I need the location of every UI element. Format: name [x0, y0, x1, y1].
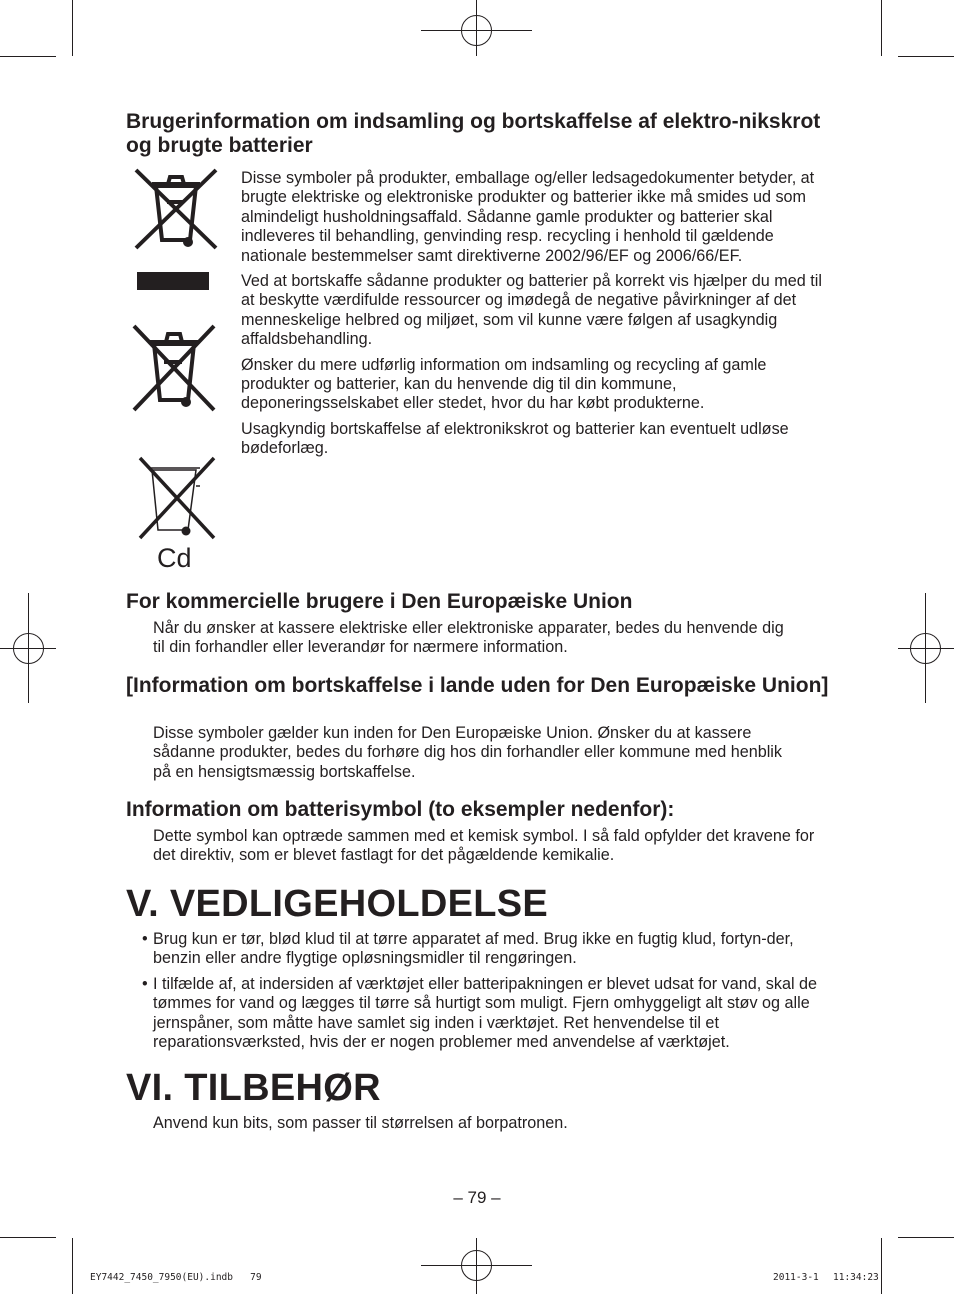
business-text: Når du ønsker at kassere elektriske eller elektroniske apparater, bedes du henvende dig til din forhandler eller leverandør for nærmere information. [153, 619, 784, 657]
list-item [142, 975, 842, 1053]
list-item [142, 930, 842, 969]
crossed-bin-icon [130, 320, 218, 416]
weee-paragraphs [241, 169, 826, 465]
crossed-bin-with-bar-icon [132, 164, 220, 294]
weee-paragraph-3: Ønsker du mere udførlig information om indsamling og recycling af gamle produkter og batterier, kan du henvende dig til din kommune, deponeringsselskabet eller stedet, hvor du har købt produkterne. [241, 355, 767, 413]
weee-paragraph-1: Disse symboler på produkter, emballage og/eller ledsagedokumenter betyder, at brugte elektriske og elektroniske produkter og batterier ikke må smides ud som almindeligt husholdningsaffald. Sådanne gamle produkter og batterier skal indleveres til behandling, genvinding resp. recycling i henhold til gældende nationale bestemmelser samt direktiverne 2002/96/EF og 2006/66/EF. [241, 169, 815, 265]
non-eu-text: Disse symboler gælder kun inden for Den Europæiske Union. Ønsker du at kassere sådanne produkter, bedes du forhøre dig hos din forhandler eller kommune med henblik på en hensigtsmæssig bortskaffelse. [153, 724, 782, 781]
battery-text: Dette symbol kan optræde sammen med et kemisk symbol. I så fald opfylder det kravene for det direktiv, som er blevet fastlagt for det pågældende kemikalie. [153, 827, 815, 865]
maintenance-bullet-1: Brug kun er tør, blød klud til at tørre apparatet af med. Brug ikke en fugtig klud, fortyn-der, benzin eller andre flygtige opløsningsmidler til rengøringen. [153, 930, 794, 968]
weee-paragraph-2: Ved at bortskaffe sådanne produkter og batterier på korrekt vis hjælper du med til at beskytte værdifulde ressourcer og imødegå de negative påvirkninger af det menneskelige helbred og miljøet, som vil kunne være følgen af usagkyndig affaldsbehandling. [241, 272, 822, 349]
battery-heading: Information om batterisymbol (to eksempler nedenfor): [126, 798, 675, 821]
footer-date: 2011-3-1 [773, 1272, 819, 1283]
page-number: – 79 – [453, 1188, 501, 1207]
footer-time: 11:34:23 [833, 1272, 879, 1283]
weee-paragraph-4: Usagkyndig bortskaffelse af elektronikskrot og batterier kan eventuelt udløse bødeforlæg. [241, 419, 789, 458]
weee-heading: Brugerinformation om indsamling og bortskaffelse af elektro-nikskrot og brugte batterier [126, 110, 821, 157]
footer-file: EY7442_7450_7950(EU).indb 79 [90, 1272, 262, 1283]
cd-label: Cd [157, 543, 192, 573]
bullet-dot: • [142, 930, 148, 948]
maintenance-heading: V. VEDLIGEHOLDELSE [126, 883, 549, 925]
maintenance-bullet-2: I tilfælde af, at indersiden af værktøjet eller batteripakningen er blevet udsat for vand, skal de tømmes for vand og lægges til tørre så hurtigt som muligt. Fjern omhyggeligt alt støv og alle jernspåner, som måtte have samlet sig inden i værktøjet. Ret henvendelse til et reparationsværksted, hvis der er nogen problemer med anvendelse af værktøjet. [153, 974, 818, 1052]
maintenance-list [142, 930, 842, 1052]
crossed-bin-cd-icon [136, 454, 218, 542]
non-eu-heading: [Information om bortskaffelse i lande uden for Den Europæiske Union] [126, 674, 829, 697]
bullet-dot: • [142, 974, 148, 993]
business-heading: For kommercielle brugere i Den Europæiske Union [126, 590, 633, 613]
accessories-heading: VI. TILBEHØR [126, 1067, 381, 1109]
accessories-text: Anvend kun bits, som passer til størrelsen af borpatronen. [153, 1114, 568, 1132]
